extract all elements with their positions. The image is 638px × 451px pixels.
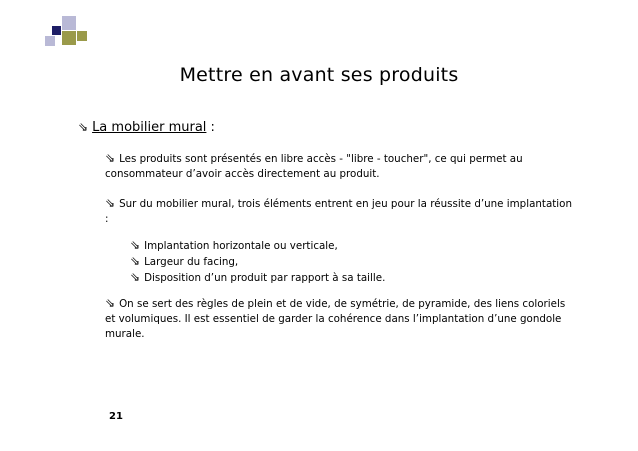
paragraph-3: [105, 296, 575, 342]
paragraph-2-text: Sur du mobilier mural, trois éléments entrent en jeu pour la réussite d’une implantation :: [105, 198, 572, 225]
sub-list-item: ⇘ Largeur du facing,: [130, 254, 239, 268]
paragraph-1-text: Les produits sont présentés en libre accès - "libre - toucher", ce qui permet au consommateur d’avoir accès directement au produit.: [105, 153, 523, 180]
section-heading-suffix: :: [206, 120, 215, 135]
arrow-icon: ⇘: [130, 238, 141, 252]
sub-list-item: ⇘ Disposition d’un produit par rapport à sa taille.: [130, 270, 386, 284]
section-heading: [78, 120, 215, 135]
section-heading-underlined: La mobilier mural: [92, 120, 207, 135]
corner-decoration: [0, 0, 120, 60]
arrow-icon: ⇘: [105, 151, 116, 165]
arrow-icon: ⇘: [105, 196, 116, 210]
deco-square-light: [62, 16, 76, 30]
arrow-icon: ⇘: [78, 120, 89, 134]
arrow-icon: ⇘: [130, 254, 141, 268]
arrow-icon: ⇘: [130, 270, 141, 284]
sub-list: [130, 238, 385, 286]
deco-square-light-2: [45, 36, 55, 46]
paragraph-1: [105, 151, 575, 182]
sub-list-item: ⇘ Implantation horizontale ou verticale,: [130, 238, 338, 252]
deco-square-navy: [52, 26, 61, 35]
deco-square-olive: [62, 31, 76, 45]
paragraph-3-text: On se sert des règles de plein et de vide, de symétrie, de pyramide, des liens coloriels et volumiques. Il est essentiel de garder la cohérence dans l’implantation d’une gondole murale.: [105, 298, 566, 340]
deco-square-olive-2: [77, 31, 87, 41]
slide-title: Mettre en avant ses produits: [179, 64, 459, 86]
paragraph-2: [105, 196, 575, 227]
arrow-icon: ⇘: [105, 296, 116, 310]
page-number: 21: [109, 411, 123, 422]
